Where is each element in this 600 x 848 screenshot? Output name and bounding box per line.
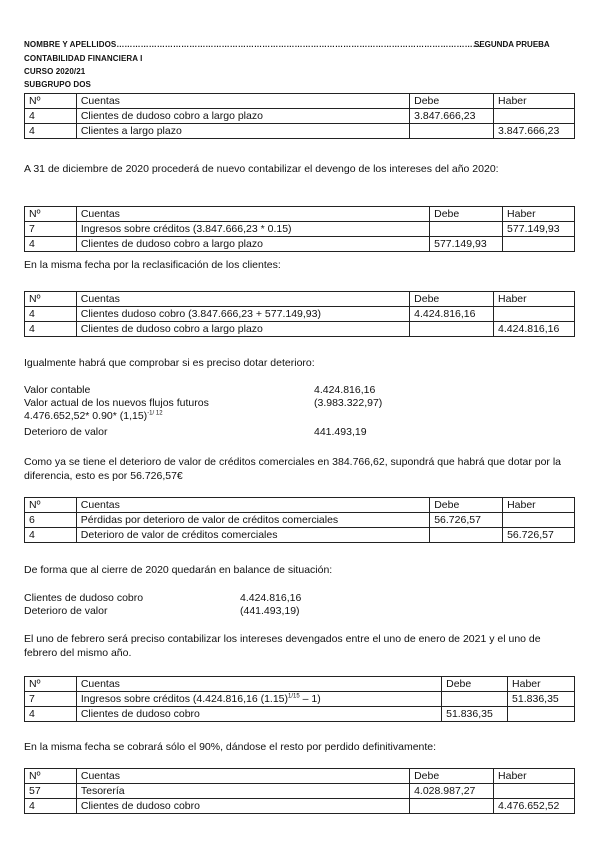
subject-title: CONTABILIDAD FINANCIERA I: [24, 54, 143, 63]
col-credit: Haber: [494, 94, 575, 109]
table-row: [25, 528, 575, 543]
paragraph-5: De forma que al cierre de 2020 quedarán en balance de situación:: [24, 564, 333, 576]
col-no: Nº: [25, 498, 77, 513]
name-line: NOMBRE Y APELLIDOS………………………………………………………………………………………………………………………: [24, 40, 481, 49]
cell-debit: 577.149,93: [430, 237, 503, 252]
col-no: Nº: [25, 207, 77, 222]
col-credit: Haber: [503, 498, 575, 513]
cell-debit: [410, 322, 494, 337]
cell-no: 7: [25, 222, 77, 237]
course-label: CURSO 2020/21: [24, 67, 86, 76]
cell-account: Clientes dudoso cobro (3.847.666,23 + 577.149,93): [76, 307, 409, 322]
cell-credit: [494, 784, 575, 799]
cell-no: 4: [25, 124, 77, 139]
formula-exponent: -1/ 12: [147, 410, 163, 417]
journal-table-4: [24, 497, 575, 543]
paragraph-7: En la misma fecha se cobrará sólo el 90%, dándose el resto por perdido definitivamente:: [24, 741, 437, 753]
col-no: Nº: [25, 94, 77, 109]
col-credit: Haber: [494, 769, 575, 784]
col-credit: Haber: [503, 207, 575, 222]
account-text-end: – 1): [299, 693, 321, 705]
cell-account: Clientes de dudoso cobro: [76, 799, 409, 814]
cell-account: Clientes a largo plazo: [76, 124, 409, 139]
paragraph-6: El uno de febrero será preciso contabilizar los intereses devengados entre el uno de enero de 2021 y el uno de febrero del mismo año.: [24, 633, 541, 659]
cell-debit: 4.424.816,16: [410, 307, 494, 322]
cell-credit: 56.726,57: [503, 528, 575, 543]
col-debit: Debe: [430, 498, 503, 513]
cell-account: Clientes de dudoso cobro a largo plazo: [76, 322, 409, 337]
cell-debit: [410, 124, 494, 139]
impairment-label: Deterioro de valor: [24, 426, 108, 438]
col-debit: Debe: [410, 292, 494, 307]
col-account: Cuentas: [76, 498, 429, 513]
col-credit: Haber: [508, 677, 575, 692]
cell-no: 4: [25, 799, 77, 814]
cell-credit: 577.149,93: [503, 222, 575, 237]
cell-credit: 4.476.652,52: [494, 799, 575, 814]
col-no: Nº: [25, 769, 77, 784]
table-row: [25, 109, 575, 124]
account-exponent: 1/15: [288, 693, 300, 700]
account-text: Ingresos sobre créditos (4.424.816,16 (1.15): [80, 693, 289, 705]
cell-no: 7: [25, 692, 77, 707]
col-account: Cuentas: [76, 207, 429, 222]
cell-credit: [503, 237, 575, 252]
journal-table-5: [24, 676, 575, 722]
cell-credit: [494, 109, 575, 124]
col-no: Nº: [25, 292, 77, 307]
table-row: [25, 707, 575, 722]
table-row: [25, 307, 575, 322]
cell-debit: 3.847.666,23: [410, 109, 494, 124]
table-header-row: [25, 498, 575, 513]
cell-credit: [508, 707, 575, 722]
cell-account: Pérdidas por deterioro de valor de créditos comerciales: [76, 513, 429, 528]
col-account: Cuentas: [76, 769, 409, 784]
table-row: [25, 322, 575, 337]
paragraph-1: A 31 de diciembre de 2020 procederá de nuevo contabilizar el devengo de los intereses del año 2020:: [24, 163, 499, 175]
exam-title: SEGUNDA PRUEBA: [474, 40, 550, 49]
cell-debit: [430, 528, 503, 543]
cell-credit: 51.836,35: [508, 692, 575, 707]
cell-credit: [494, 307, 575, 322]
table-row: [25, 692, 575, 707]
table-row: [25, 124, 575, 139]
cell-account: Clientes de dudoso cobro a largo plazo: [76, 109, 409, 124]
cell-no: 4: [25, 322, 77, 337]
cell-no: 4: [25, 707, 77, 722]
cell-debit: [430, 222, 503, 237]
book-value-label: Valor contable: [24, 384, 91, 396]
cell-account: Deterioro de valor de créditos comerciales: [76, 528, 429, 543]
present-value-label: Valor actual de los nuevos flujos futuros: [24, 397, 209, 409]
present-value: (3.983.322,97): [314, 397, 383, 409]
col-debit: Debe: [410, 769, 494, 784]
cell-no: 6: [25, 513, 77, 528]
table-row: [25, 799, 575, 814]
journal-table-2: [24, 206, 575, 252]
col-account: Cuentas: [76, 94, 409, 109]
col-account: Cuentas: [76, 677, 441, 692]
cell-account: Ingresos sobre créditos (3.847.666,23 * 0.15): [76, 222, 429, 237]
col-debit: Debe: [430, 207, 503, 222]
paragraph-2: En la misma fecha por la reclasificación de los clientes:: [24, 259, 281, 271]
table-header-row: [25, 292, 575, 307]
cell-no: 4: [25, 109, 77, 124]
table-header-row: [25, 207, 575, 222]
cell-account: Clientes de dudoso cobro a largo plazo: [76, 237, 429, 252]
journal-table-3: [24, 291, 575, 337]
paragraph-4: Como ya se tiene el deterioro de valor de créditos comerciales en 384.766,62, supondrá que habrá que dotar por la diferencia, esto es por 56.726,57€: [24, 456, 562, 482]
journal-table-6: [24, 768, 575, 814]
cell-credit: [503, 513, 575, 528]
col-debit: Debe: [410, 94, 494, 109]
subgroup-label: SUBGRUPO DOS: [24, 80, 91, 89]
cell-debit: [442, 692, 508, 707]
cell-credit: 3.847.666,23: [494, 124, 575, 139]
table-row: [25, 513, 575, 528]
cell-debit: 51.836,35: [442, 707, 508, 722]
cell-no: 4: [25, 528, 77, 543]
journal-table-1: [24, 93, 575, 139]
table-header-row: [25, 94, 575, 109]
col-credit: Haber: [494, 292, 575, 307]
col-account: Cuentas: [76, 292, 409, 307]
formula-base: 4.476.652,52* 0.90* (1,15): [24, 410, 148, 422]
cell-credit: 4.424.816,16: [494, 322, 575, 337]
table-row: [25, 237, 575, 252]
col-no: Nº: [25, 677, 77, 692]
table-row: [25, 784, 575, 799]
table-header-row: [25, 769, 575, 784]
col-debit: Debe: [442, 677, 508, 692]
table-header-row: [25, 677, 575, 692]
cell-account: [76, 692, 441, 707]
balance-doubtful-value: 4.424.816,16: [240, 592, 302, 604]
cell-debit: 56.726,57: [430, 513, 503, 528]
balance-doubtful-label: Clientes de dudoso cobro: [24, 592, 144, 604]
impairment-value: 441.493,19: [314, 426, 367, 438]
balance-impairment-value: (441.493,19): [240, 605, 300, 617]
cell-no: 4: [25, 237, 77, 252]
balance-impairment-label: Deterioro de valor: [24, 605, 108, 617]
book-value: 4.424.816,16: [314, 384, 376, 396]
table-row: [25, 222, 575, 237]
cell-no: 57: [25, 784, 77, 799]
paragraph-3: Igualmente habrá que comprobar si es preciso dotar deterioro:: [24, 357, 315, 369]
cell-account: Clientes de dudoso cobro: [76, 707, 441, 722]
cell-no: 4: [25, 307, 77, 322]
present-value-formula: [24, 410, 163, 422]
cell-account: Tesorería: [76, 784, 409, 799]
cell-debit: 4.028.987,27: [410, 784, 494, 799]
cell-debit: [410, 799, 494, 814]
